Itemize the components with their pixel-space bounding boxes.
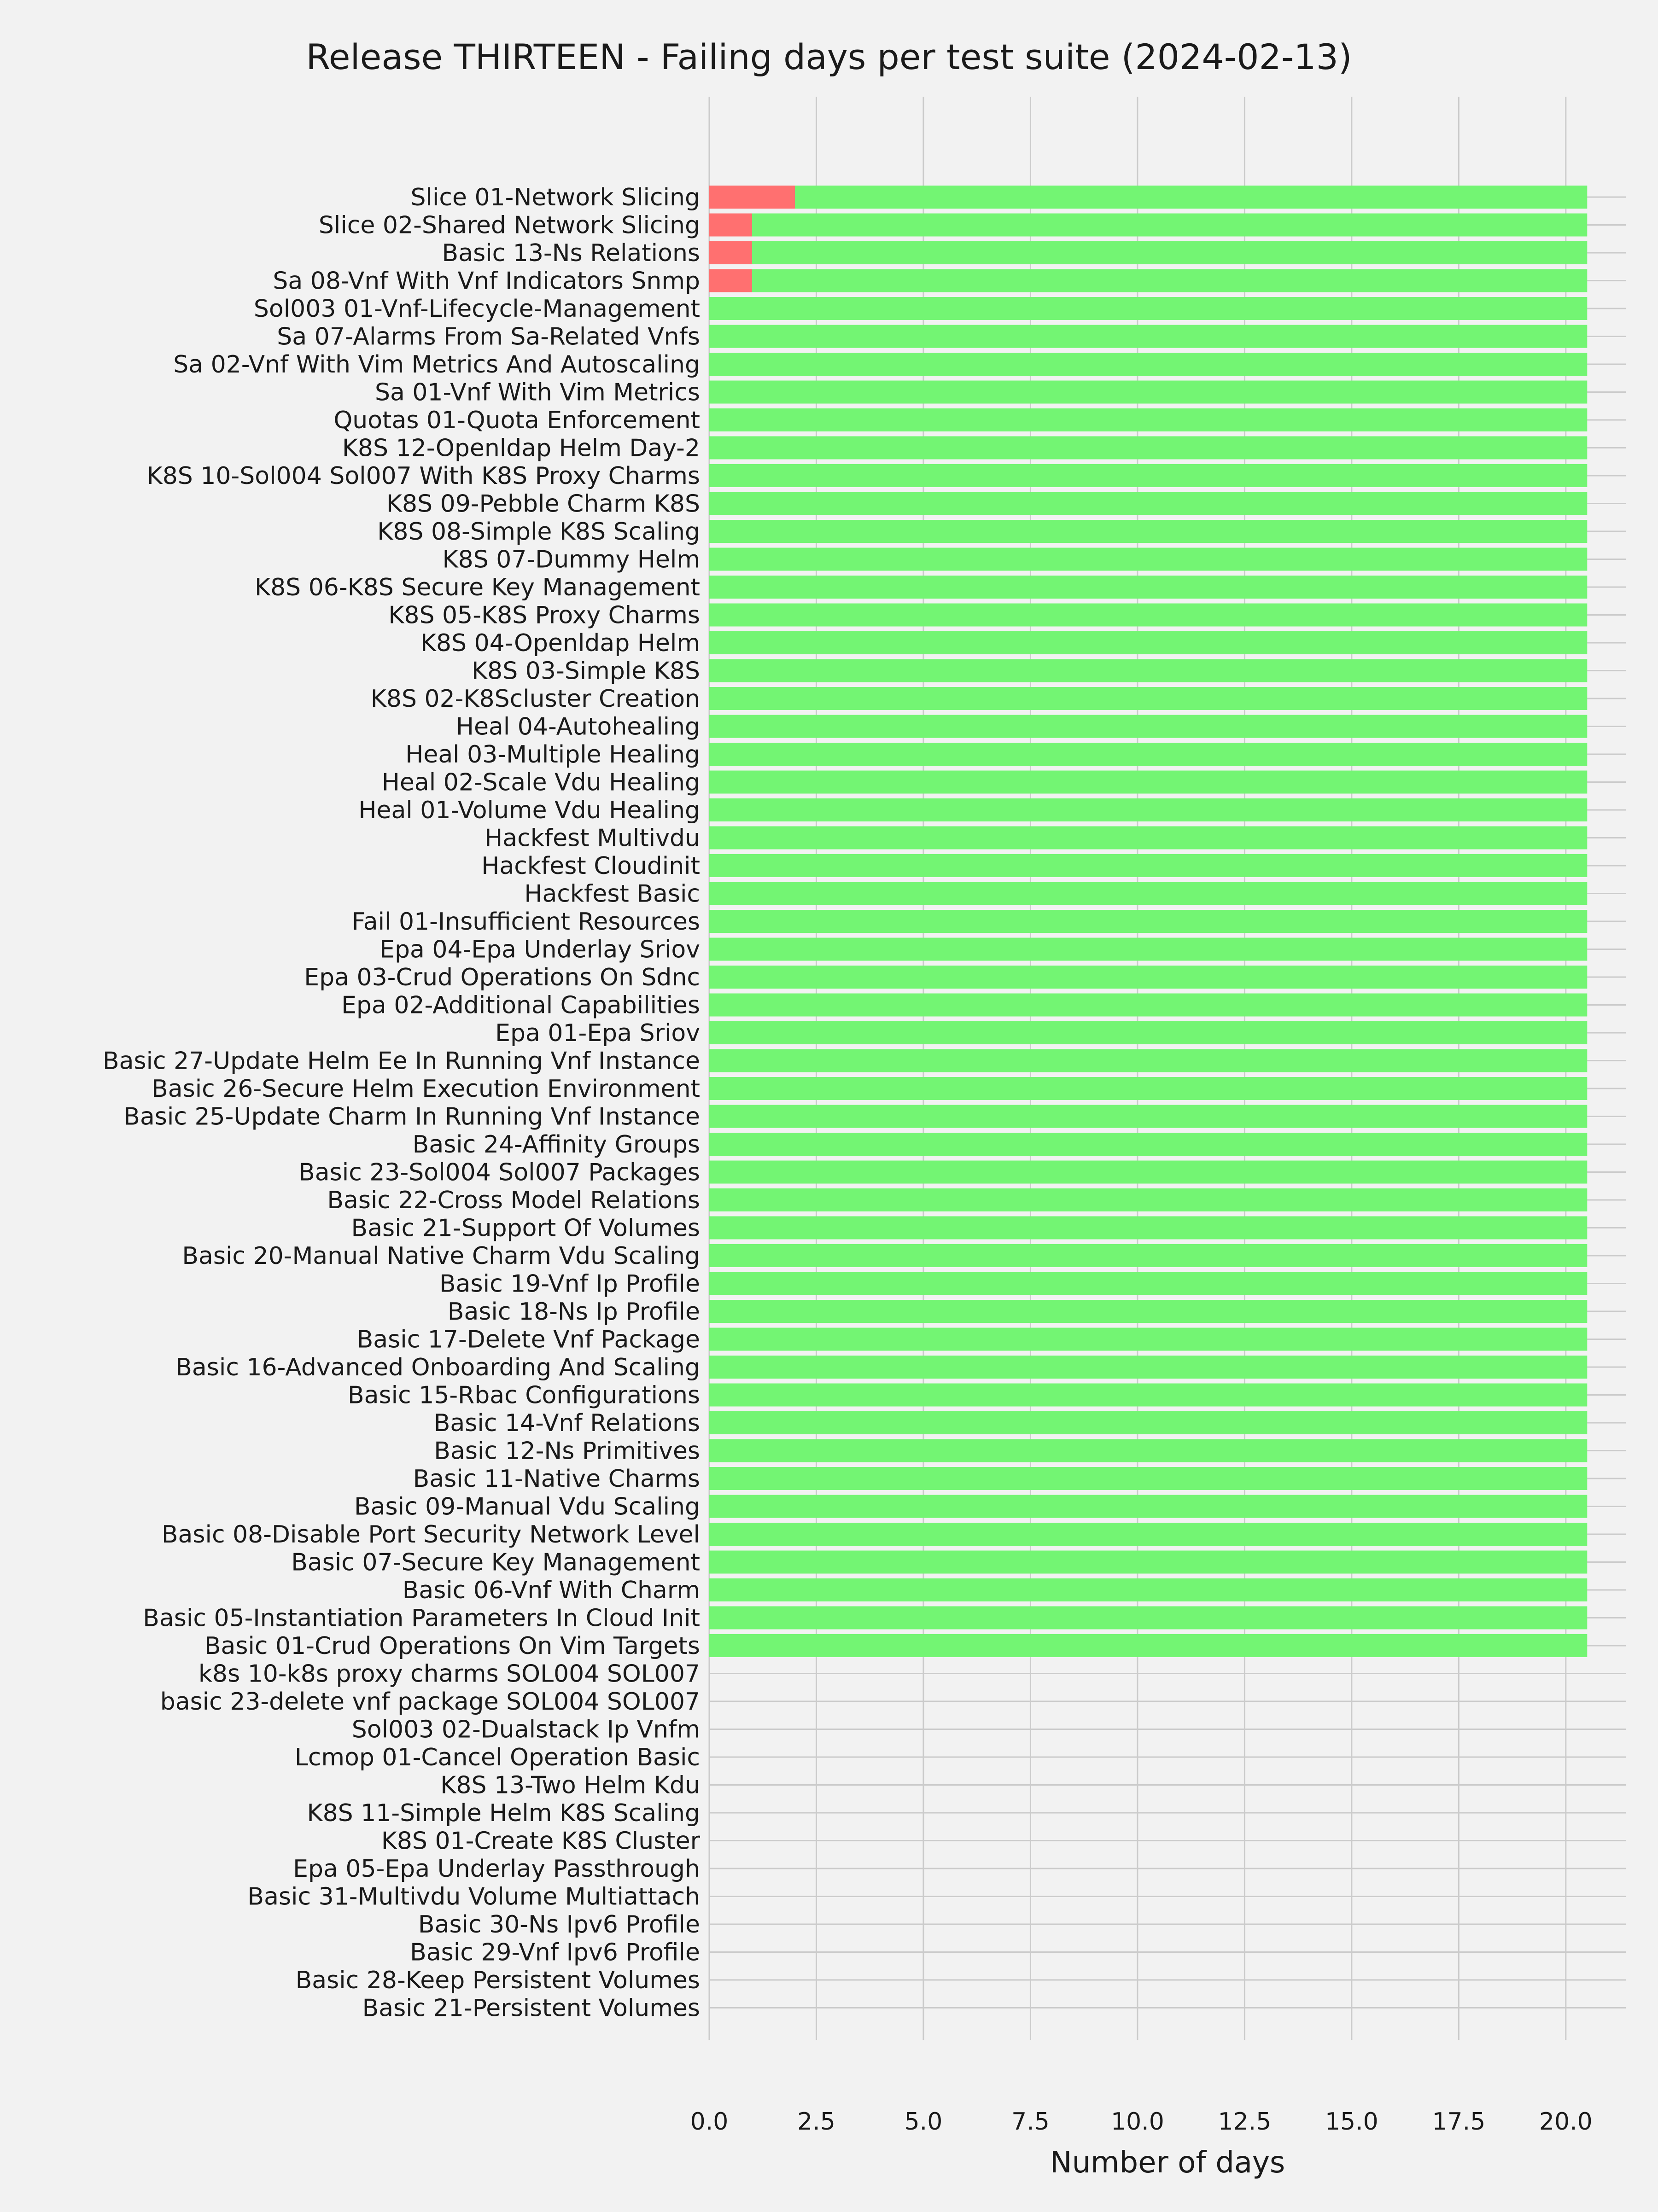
category-label: Slice 01-Network Slicing bbox=[410, 184, 700, 211]
category-label: Basic 20-Manual Native Charm Vdu Scaling bbox=[182, 1242, 700, 1270]
category-label: Basic 24-Affinity Groups bbox=[412, 1131, 700, 1158]
bar-passing bbox=[709, 854, 1587, 877]
category-label: Sol003 02-Dualstack Ip Vnfm bbox=[351, 1716, 700, 1744]
bar-passing bbox=[709, 1356, 1587, 1379]
bar-passing bbox=[709, 1328, 1587, 1351]
category-label: K8S 13-Two Helm Kdu bbox=[440, 1771, 700, 1799]
category-label: Basic 09-Manual Vdu Scaling bbox=[354, 1493, 700, 1521]
category-label: Basic 01-Crud Operations On Vim Targets bbox=[204, 1632, 700, 1660]
category-label: Basic 28-Keep Persistent Volumes bbox=[295, 1967, 700, 1994]
bar-passing bbox=[709, 910, 1587, 933]
category-label: K8S 04-Openldap Helm bbox=[420, 629, 700, 657]
bar-passing bbox=[709, 1133, 1587, 1156]
category-label: Lcmop 01-Cancel Operation Basic bbox=[294, 1744, 700, 1771]
bar-passing bbox=[709, 548, 1587, 571]
category-label: Basic 21-Support Of Volumes bbox=[351, 1214, 700, 1242]
bar-passing bbox=[709, 687, 1587, 710]
x-axis-label: Number of days bbox=[1050, 2146, 1285, 2180]
bar-passing bbox=[709, 325, 1587, 348]
bar-passing bbox=[709, 464, 1587, 487]
category-label: Basic 21-Persistent Volumes bbox=[362, 1994, 700, 2022]
bar-passing bbox=[709, 827, 1587, 850]
bar-failing bbox=[709, 269, 752, 292]
bar-passing bbox=[709, 1384, 1587, 1407]
category-label: Basic 26-Secure Helm Execution Environment bbox=[152, 1075, 700, 1103]
bar-failing bbox=[709, 241, 752, 264]
bar-passing bbox=[752, 214, 1587, 237]
category-label: Basic 15-Rbac Configurations bbox=[348, 1381, 700, 1409]
category-label: Heal 02-Scale Vdu Healing bbox=[381, 768, 700, 797]
category-label: Basic 06-Vnf With Charm bbox=[402, 1577, 700, 1604]
category-label: K8S 12-Openldap Helm Day-2 bbox=[342, 434, 700, 462]
category-label: Basic 05-Instantiation Parameters In Cloud Init bbox=[143, 1604, 700, 1632]
x-tick-label: 20.0 bbox=[1539, 2108, 1593, 2136]
category-label: Basic 11-Native Charms bbox=[413, 1465, 700, 1493]
bar-passing bbox=[709, 938, 1587, 961]
bar-passing bbox=[709, 715, 1587, 738]
category-label: Epa 04-Epa Underlay Sriov bbox=[379, 936, 700, 964]
category-label: Epa 03-Crud Operations On Sdnc bbox=[304, 964, 700, 991]
category-label: Quotas 01-Quota Enforcement bbox=[333, 407, 700, 434]
category-label: Sa 08-Vnf With Vnf Indicators Snmp bbox=[273, 267, 700, 295]
bar-failing bbox=[709, 214, 752, 237]
bar-passing bbox=[709, 966, 1587, 989]
category-label: Sol003 01-Vnf-Lifecycle-Management bbox=[253, 295, 700, 323]
bar-passing bbox=[752, 269, 1587, 292]
bar-passing bbox=[709, 1551, 1587, 1574]
category-label: Basic 17-Delete Vnf Package bbox=[356, 1326, 700, 1354]
category-label: Hackfest Multivdu bbox=[485, 824, 700, 852]
category-label: Basic 19-Vnf Ip Profile bbox=[439, 1270, 700, 1298]
category-label: K8S 07-Dummy Helm bbox=[442, 546, 700, 574]
bar-passing bbox=[709, 576, 1587, 599]
category-label: Basic 27-Update Helm Ee In Running Vnf Instance bbox=[102, 1047, 700, 1075]
bar-passing bbox=[709, 297, 1587, 320]
x-tick-label: 0.0 bbox=[690, 2108, 729, 2136]
x-tick-label: 7.5 bbox=[1011, 2108, 1050, 2136]
category-label: Basic 30-Ns Ipv6 Profile bbox=[418, 1911, 700, 1938]
bar-passing bbox=[795, 186, 1587, 209]
bar-passing bbox=[709, 1300, 1587, 1323]
category-label: K8S 05-K8S Proxy Charms bbox=[388, 601, 700, 629]
category-label: Sa 07-Alarms From Sa-Related Vnfs bbox=[277, 323, 700, 351]
category-label: K8S 09-Pebble Charm K8S bbox=[386, 490, 700, 518]
bar-passing bbox=[709, 1523, 1587, 1546]
bar-passing bbox=[709, 437, 1587, 460]
category-label: Basic 25-Update Charm In Running Vnf Instance bbox=[123, 1103, 700, 1131]
category-label: Slice 02-Shared Network Slicing bbox=[318, 211, 700, 239]
chart-title: Release THIRTEEN - Failing days per test suite (2024-02-13) bbox=[306, 36, 1352, 77]
bar-passing bbox=[709, 604, 1587, 627]
bar-passing bbox=[709, 771, 1587, 794]
category-label: Sa 02-Vnf With Vim Metrics And Autoscaling bbox=[173, 351, 700, 378]
bar-passing bbox=[709, 381, 1587, 404]
bar-passing bbox=[752, 241, 1587, 264]
category-label: Basic 14-Vnf Relations bbox=[433, 1409, 700, 1437]
category-label: Heal 04-Autohealing bbox=[455, 713, 700, 741]
bar-passing bbox=[709, 659, 1587, 682]
category-label: K8S 01-Create K8S Cluster bbox=[381, 1827, 700, 1855]
category-label: Basic 23-Sol004 Sol007 Packages bbox=[298, 1158, 700, 1187]
bar-passing bbox=[709, 1077, 1587, 1100]
bar-passing bbox=[709, 1578, 1587, 1601]
x-tick-labels bbox=[690, 2108, 1593, 2136]
bar-passing bbox=[709, 994, 1587, 1017]
bar-passing bbox=[709, 1272, 1587, 1295]
x-tick-label: 2.5 bbox=[797, 2108, 835, 2136]
bar-passing bbox=[709, 1607, 1587, 1630]
category-label: K8S 02-K8Scluster Creation bbox=[370, 685, 700, 713]
bar-passing bbox=[709, 1021, 1587, 1044]
x-tick-label: 10.0 bbox=[1111, 2108, 1164, 2136]
bar-passing bbox=[709, 492, 1587, 515]
bar-passing bbox=[709, 743, 1587, 766]
category-label: basic 23-delete vnf package SOL004 SOL007 bbox=[160, 1688, 700, 1716]
bar-passing bbox=[709, 1049, 1587, 1072]
bar-passing bbox=[709, 1634, 1587, 1657]
x-tick-label: 5.0 bbox=[904, 2108, 943, 2136]
bar-passing bbox=[709, 798, 1587, 821]
category-label: Epa 05-Epa Underlay Passthrough bbox=[293, 1855, 700, 1883]
bar-passing bbox=[709, 1439, 1587, 1462]
category-label: Basic 08-Disable Port Security Network Level bbox=[161, 1521, 700, 1548]
bar-passing bbox=[709, 1411, 1587, 1434]
bar-passing bbox=[709, 408, 1587, 431]
bar-passing bbox=[709, 1161, 1587, 1184]
category-label: K8S 10-Sol004 Sol007 With K8S Proxy Charms bbox=[146, 462, 700, 490]
category-label: Epa 01-Epa Sriov bbox=[495, 1019, 700, 1047]
bar-passing bbox=[709, 1188, 1587, 1211]
category-label: K8S 03-Simple K8S bbox=[472, 657, 700, 685]
bar-passing bbox=[709, 882, 1587, 905]
category-label: Hackfest Basic bbox=[524, 880, 700, 908]
bar-passing bbox=[709, 1244, 1587, 1267]
category-label: Fail 01-Insufficient Resources bbox=[351, 908, 700, 936]
category-label: Basic 31-Multivdu Volume Multiattach bbox=[247, 1883, 700, 1911]
category-label: Basic 12-Ns Primitives bbox=[434, 1437, 700, 1465]
bar-passing bbox=[709, 1105, 1587, 1128]
category-label: Hackfest Cloudinit bbox=[481, 852, 700, 880]
category-label: K8S 11-Simple Helm K8S Scaling bbox=[307, 1799, 700, 1827]
bar-passing bbox=[709, 1217, 1587, 1240]
category-label: Sa 01-Vnf With Vim Metrics bbox=[374, 378, 700, 407]
category-label: Heal 03-Multiple Healing bbox=[405, 741, 700, 768]
category-label: Basic 13-Ns Relations bbox=[442, 239, 700, 267]
x-tick-label: 12.5 bbox=[1218, 2108, 1272, 2136]
category-label: Basic 16-Advanced Onboarding And Scaling bbox=[175, 1354, 700, 1381]
x-tick-label: 17.5 bbox=[1432, 2108, 1486, 2136]
x-tick-label: 15.0 bbox=[1325, 2108, 1378, 2136]
bar-passing bbox=[709, 1495, 1587, 1518]
bar-passing bbox=[709, 353, 1587, 376]
bar-passing bbox=[709, 631, 1587, 654]
category-label: K8S 08-Simple K8S Scaling bbox=[377, 518, 700, 546]
category-label: Basic 07-Secure Key Management bbox=[291, 1548, 700, 1577]
category-label: Basic 18-Ns Ip Profile bbox=[447, 1298, 700, 1326]
bar-passing bbox=[709, 1467, 1587, 1490]
category-label: Epa 02-Additional Capabilities bbox=[341, 991, 700, 1019]
bar-failing bbox=[709, 186, 795, 209]
bar-passing bbox=[709, 520, 1587, 543]
category-label: Basic 22-Cross Model Relations bbox=[327, 1187, 700, 1214]
category-label: K8S 06-K8S Secure Key Management bbox=[254, 574, 700, 601]
category-label: Heal 01-Volume Vdu Healing bbox=[358, 797, 700, 824]
category-label: k8s 10-k8s proxy charms SOL004 SOL007 bbox=[198, 1660, 700, 1688]
category-label: Basic 29-Vnf Ipv6 Profile bbox=[410, 1938, 700, 1967]
